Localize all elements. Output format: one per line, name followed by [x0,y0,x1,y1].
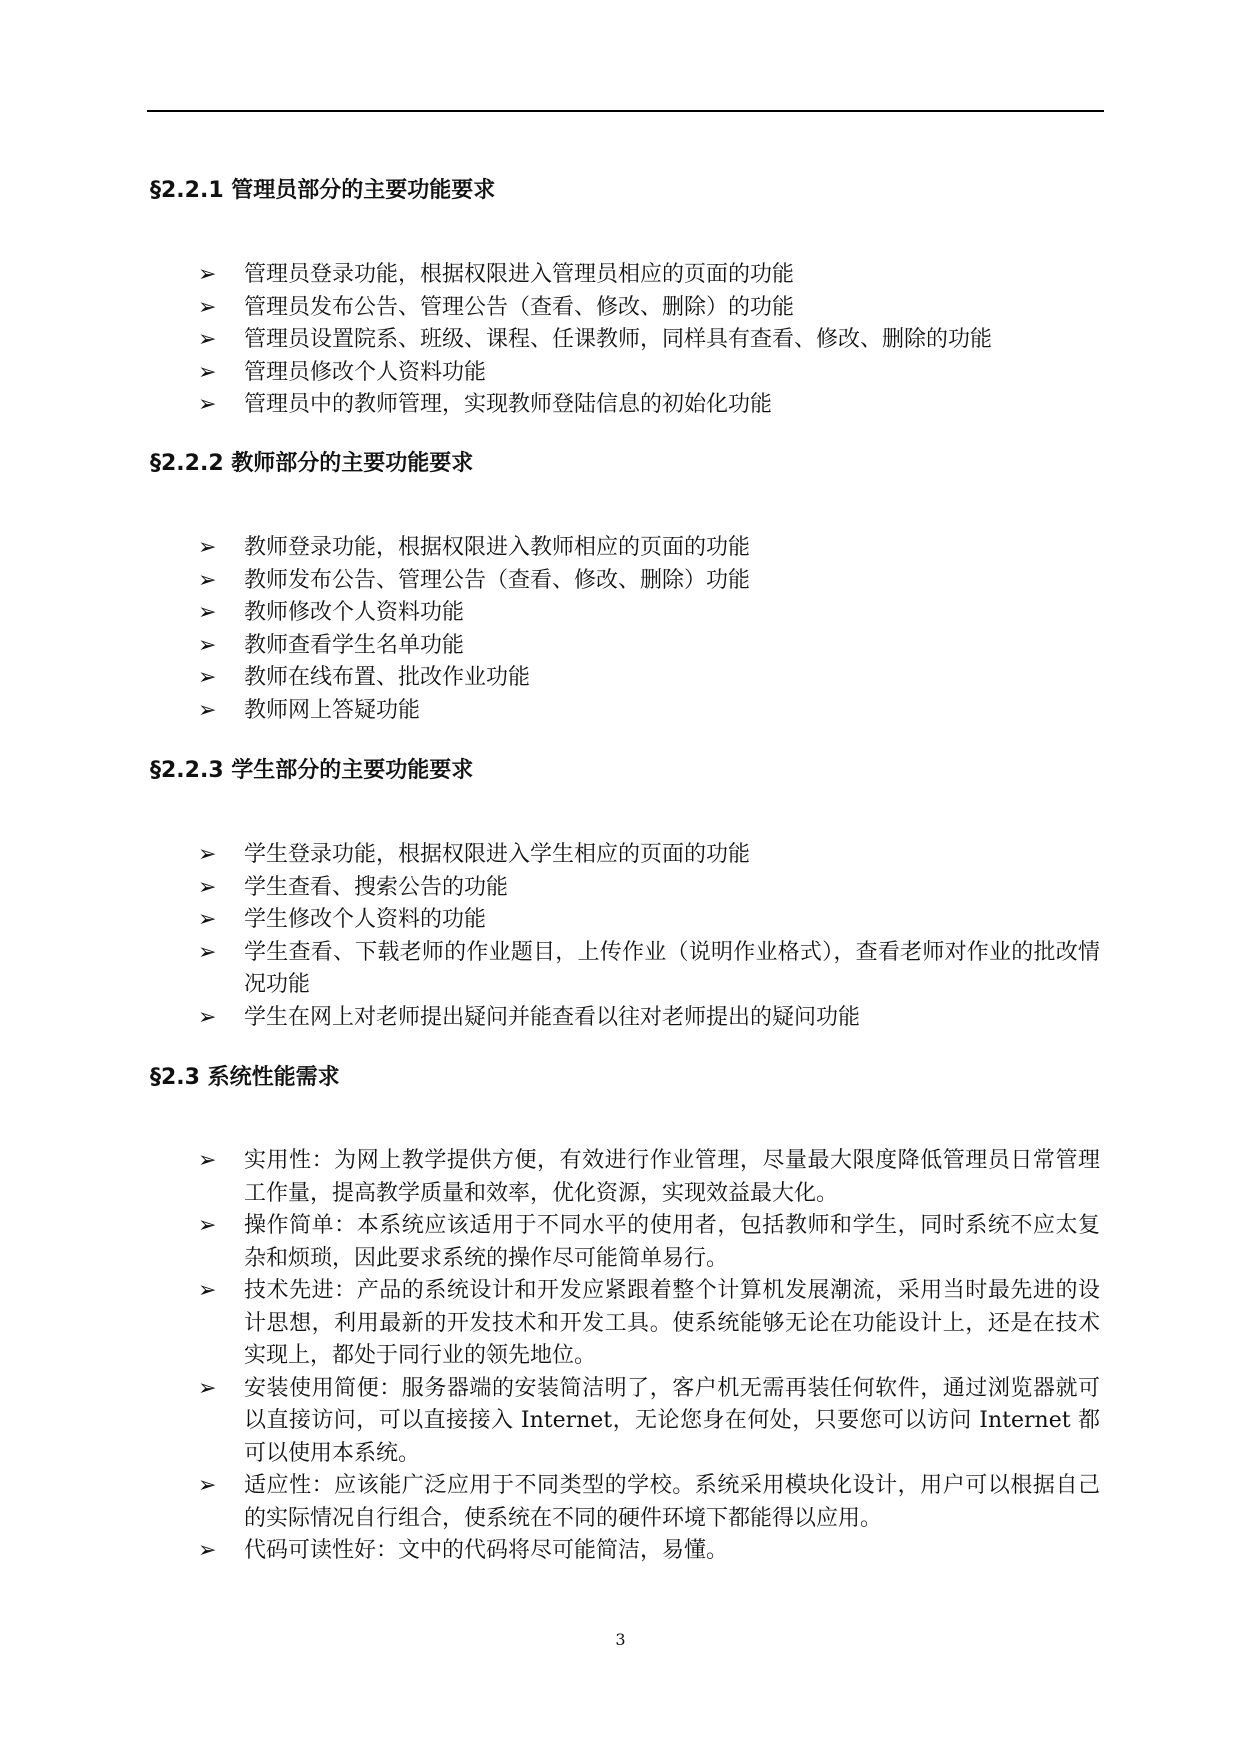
list-item-text: 管理员登录功能，根据权限进入管理员相应的页面的功能 [244,262,795,287]
list-item-text: 教师网上答疑功能 [244,697,421,723]
list-item-text: 操作简单：本系统应该适用于不同水平的使用者，包括教师和学生，同时系统不应太复杂和烦琐，因此要求系统的操作尽可能简单易行。 [244,1213,1100,1271]
performance-requirements-list [150,1145,1100,1568]
list-item-text: 实用性：为网上教学提供方便，有效进行作业管理，尽量最大限度降低管理员日常管理工作量，提高教学质量和效率，优化资源，实现效益最大化。 [244,1148,1100,1206]
list-item [150,292,1100,325]
list-item [150,1002,1100,1035]
list-item-text: 教师修改个人资料功能 [244,600,465,625]
arrowhead-bullet-icon: ➢ [198,665,217,690]
list-item [150,937,1100,1002]
list-item-text: 学生查看、搜索公告的功能 [244,874,509,900]
list-item [150,389,1100,422]
list-item-text: 管理员中的教师管理，实现教师登陆信息的初始化功能 [244,392,773,417]
arrowhead-bullet-icon: ➢ [198,359,217,385]
list-item-text: 学生查看、下载老师的作业题目，上传作业（说明作业格式），查看老师对作业的批改情况功能 [244,939,1100,997]
list-item [150,630,1100,663]
list-item [150,324,1100,357]
list-item [150,1373,1100,1471]
list-item-text: 教师查看学生名单功能 [244,632,465,658]
admin-requirements-list [150,259,1100,422]
list-item-text: 代码可读性好：文中的代码将尽可能简洁，易懂。 [244,1538,729,1563]
list-item [150,532,1100,565]
section-heading-performance: §2.3 系统性能需求 [150,1065,340,1090]
list-item [150,1470,1100,1535]
arrowhead-bullet-icon: ➢ [198,1538,217,1563]
list-item-text: 管理员设置院系、班级、课程、任课教师，同样具有查看、修改、删除的功能 [244,327,993,352]
arrowhead-bullet-icon: ➢ [198,262,217,287]
arrowhead-bullet-icon: ➢ [198,600,217,625]
list-item-text: 教师发布公告、管理公告（查看、修改、删除）功能 [244,567,751,593]
arrowhead-bullet-icon: ➢ [198,1473,217,1498]
list-item-text: 技术先进：产品的系统设计和开发应紧跟着整个计算机发展潮流，采用当时最先进的设计思想，利用最新的开发技术和开发工具。使系统能够无论在功能设计上，还是在技术实现上，都处于同行业的领先地位。 [244,1278,1100,1368]
arrowhead-bullet-icon: ➢ [198,1004,217,1030]
list-item-text: 学生在网上对老师提出疑问并能查看以往对老师提出的疑问功能 [244,1004,861,1030]
arrowhead-bullet-icon: ➢ [198,327,217,352]
arrowhead-bullet-icon: ➢ [198,1375,217,1401]
list-item [150,662,1100,695]
list-item [150,839,1100,872]
arrowhead-bullet-icon: ➢ [198,632,217,658]
list-item-text: 管理员发布公告、管理公告（查看、修改、删除）的功能 [244,294,795,320]
list-item [150,565,1100,598]
list-item [150,904,1100,937]
arrowhead-bullet-icon: ➢ [198,874,217,900]
arrowhead-bullet-icon: ➢ [198,1278,217,1303]
arrowhead-bullet-icon: ➢ [198,697,217,723]
arrowhead-bullet-icon: ➢ [198,842,217,867]
section-heading-admin: §2.2.1 管理员部分的主要功能要求 [150,178,496,203]
list-item-text: 适应性：应该能广泛应用于不同类型的学校。系统采用模块化设计，用户可以根据自己的实际情况自行组合，使系统在不同的硬件环境下都能得以应用。 [244,1473,1100,1531]
list-item [150,357,1100,390]
arrowhead-bullet-icon: ➢ [198,567,217,593]
list-item-text: 管理员修改个人资料功能 [244,359,487,385]
list-item-text: 学生修改个人资料的功能 [244,907,487,932]
arrowhead-bullet-icon: ➢ [198,907,217,932]
student-requirements-list [150,839,1100,1034]
list-item [150,597,1100,630]
teacher-requirements-list [150,532,1100,727]
list-item [150,1535,1100,1568]
section-heading-student: §2.2.3 学生部分的主要功能要求 [150,758,474,783]
list-item [150,872,1100,905]
arrowhead-bullet-icon: ➢ [198,535,217,560]
arrowhead-bullet-icon: ➢ [198,1213,217,1238]
list-item-text: 教师登录功能，根据权限进入教师相应的页面的功能 [244,535,751,560]
list-item-text: 学生登录功能，根据权限进入学生相应的页面的功能 [244,842,751,867]
list-item [150,695,1100,728]
arrowhead-bullet-icon: ➢ [198,294,217,320]
list-item [150,1145,1100,1210]
list-item-text: 教师在线布置、批改作业功能 [244,665,531,690]
list-item [150,259,1100,292]
list-item [150,1210,1100,1275]
list-item-text: 安装使用简便：服务器端的安装简洁明了，客户机无需再装任何软件，通过浏览器就可以直接访问，可以直接接入 Internet，无论您身在何处，只要您可以访问 Internet 都可以使用本系统。 [244,1375,1100,1466]
arrowhead-bullet-icon: ➢ [198,1148,217,1173]
arrowhead-bullet-icon: ➢ [198,392,217,417]
page-number: 3 [615,1630,626,1649]
list-item [150,1275,1100,1373]
section-heading-teacher: §2.2.2 教师部分的主要功能要求 [150,451,474,476]
arrowhead-bullet-icon: ➢ [198,939,217,965]
header-rule [147,110,1104,112]
